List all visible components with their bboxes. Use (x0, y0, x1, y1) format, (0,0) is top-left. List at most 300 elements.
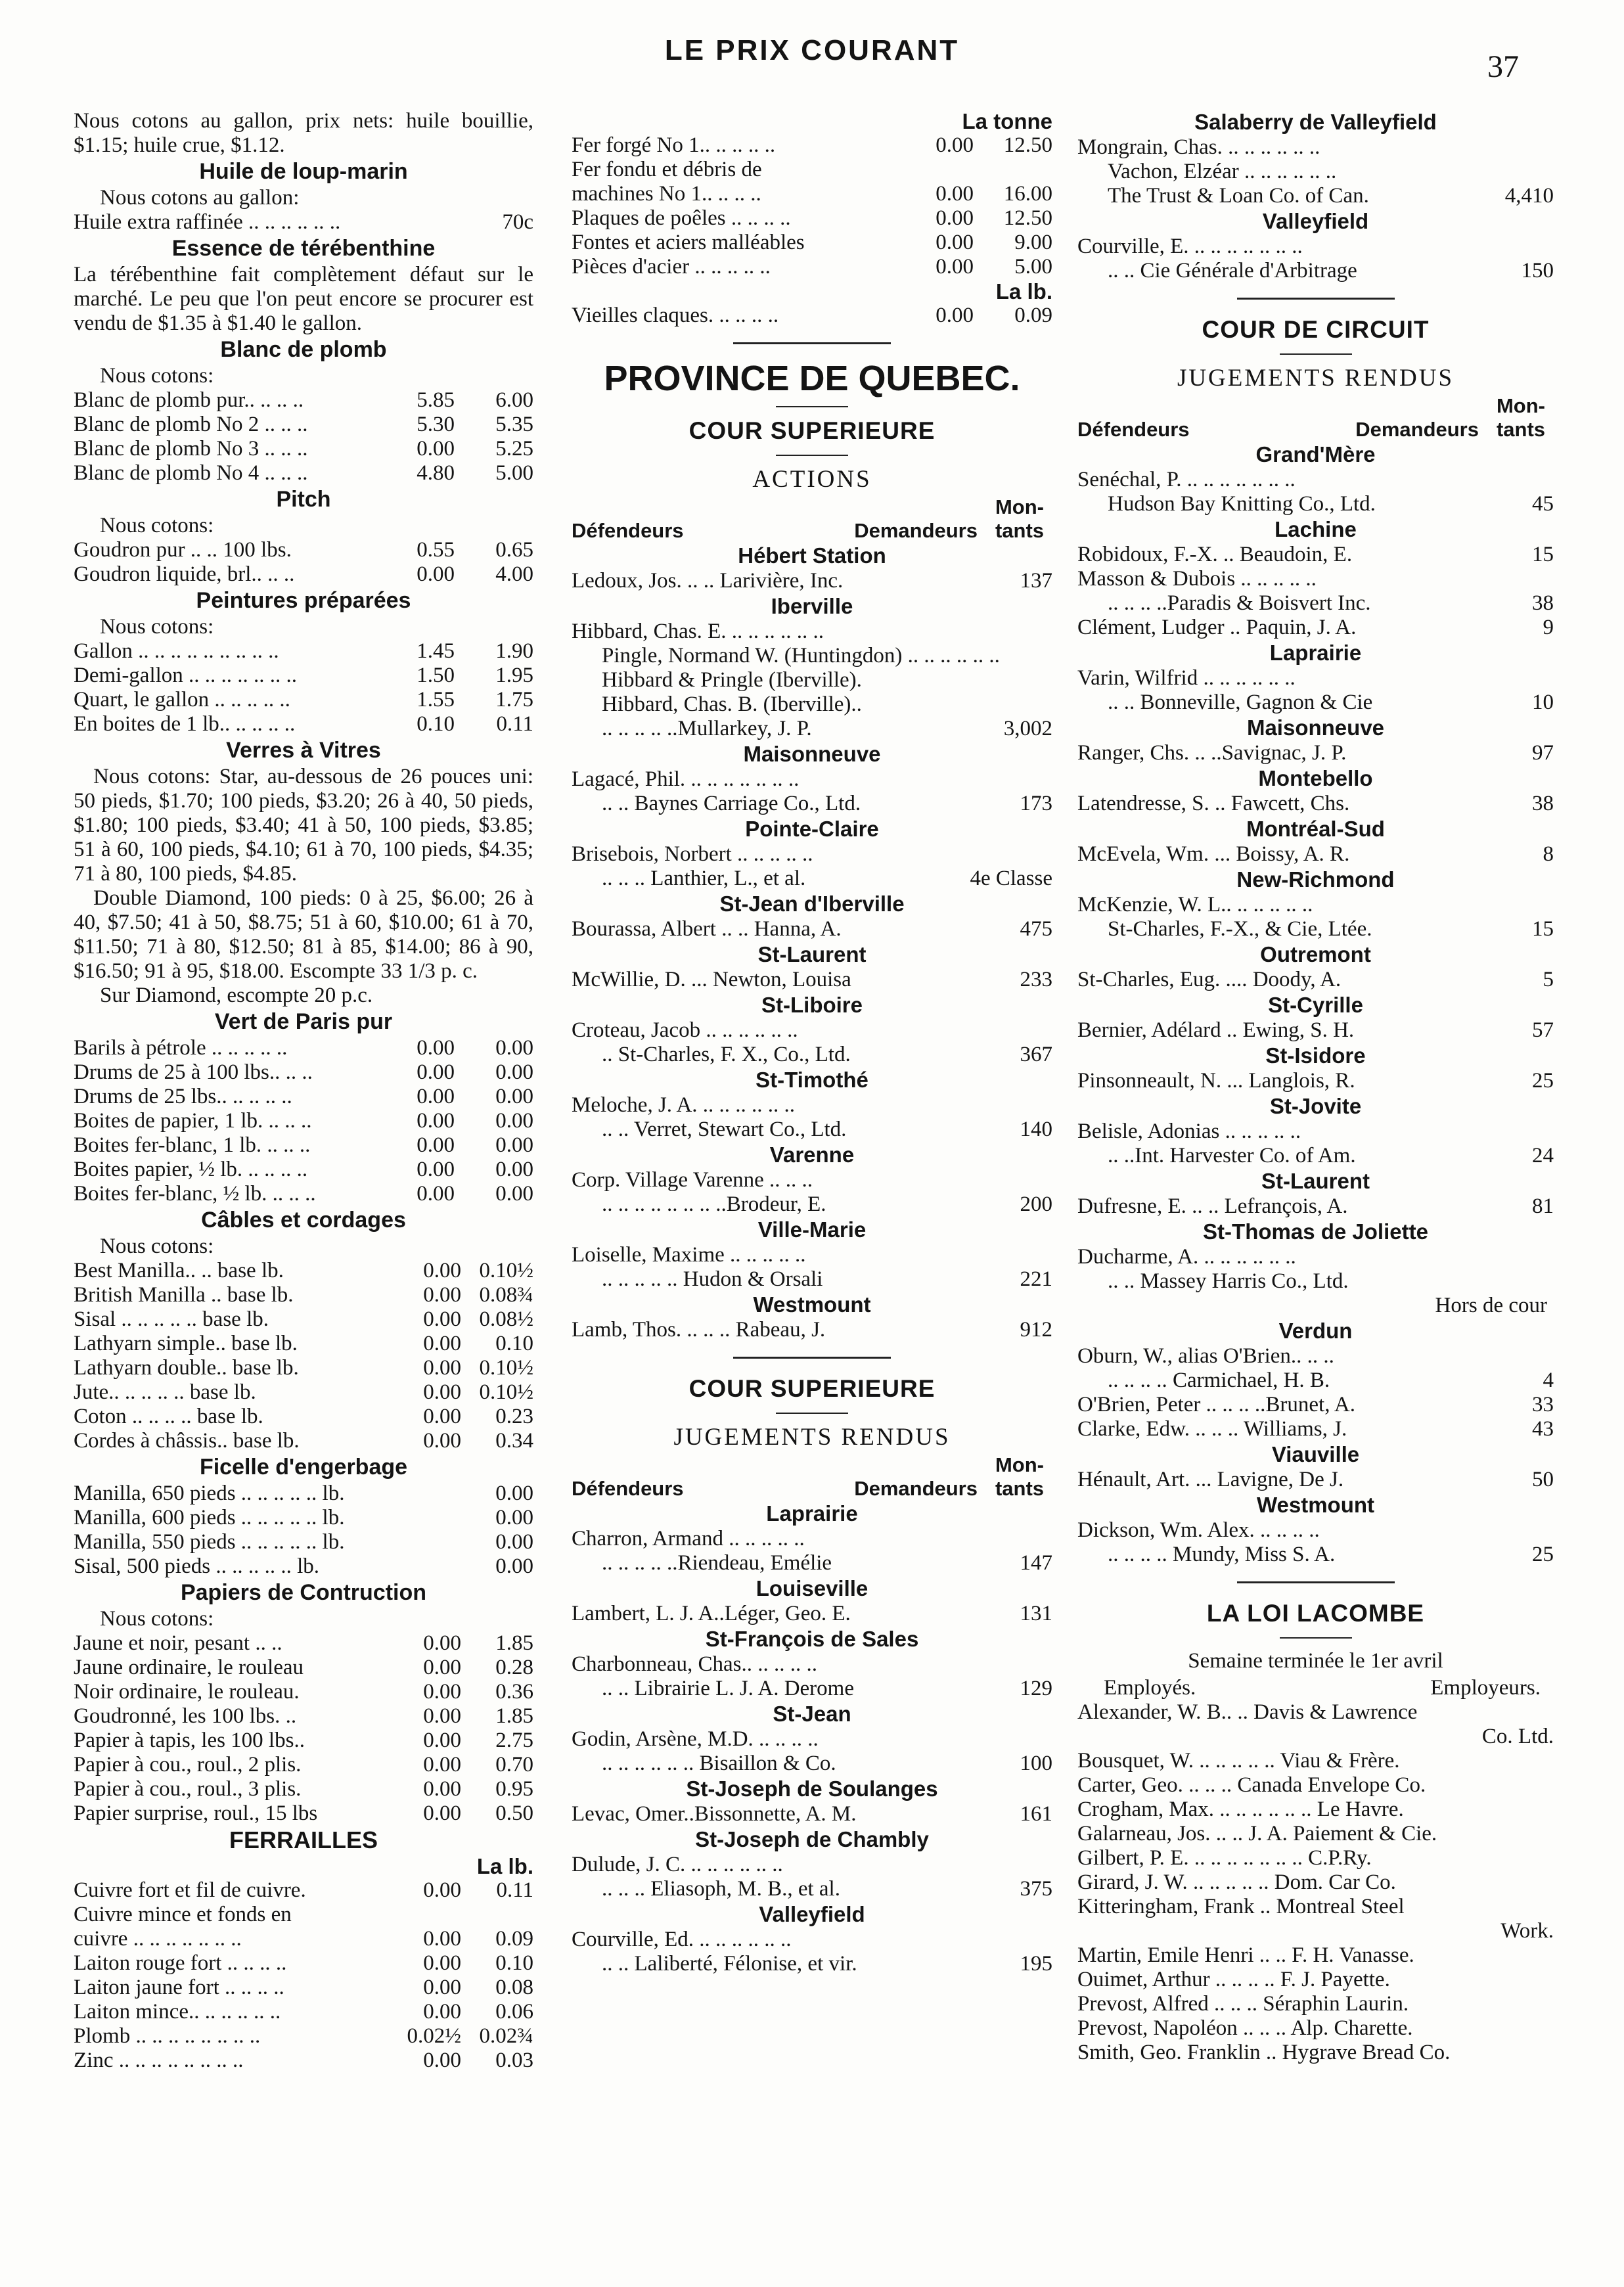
case-line: Lambert, L. J. A..Léger, Geo. E. (572, 1602, 851, 1625)
court-subtitle: ACTIONS (752, 466, 872, 493)
case-entry (1077, 1468, 1554, 1492)
place-heading: St-Isidore (1265, 1043, 1366, 1068)
price-value: 0.10 (417, 712, 455, 736)
case-amount: 5 (1543, 968, 1554, 991)
case-line: McEvela, Wm. ... Boissy, A. R. (1077, 842, 1350, 866)
price-label: Fer fondu et débris de (572, 158, 762, 181)
court-subtitle: JUGEMENTS RENDUS (1177, 365, 1455, 392)
price-label: Boites de papier, 1 lb. .. .. .. (74, 1109, 312, 1133)
price-value: 0.23 (495, 1405, 533, 1428)
court-list (572, 543, 1052, 1342)
place-heading: Verdun (1278, 1319, 1353, 1343)
page-number: 37 (1487, 49, 1519, 84)
price-label: Best Manilla.. .. base lb. (74, 1259, 284, 1282)
section-title: Huile de loup-marin (199, 159, 408, 184)
case-line: Robidoux, F.-X. .. Beaudoin, E. (1077, 543, 1353, 566)
price-label: Boites papier, ½ lb. .. .. .. .. (74, 1158, 308, 1181)
loi-row (1077, 1919, 1554, 1943)
price-value: 5.35 (495, 413, 533, 436)
price-value: 0.11 (496, 1878, 533, 1902)
case-line: .. .. .. Lanthier, L., et al. (602, 867, 806, 890)
case-line: McKenzie, W. L.. .. .. .. .. .. (1077, 893, 1313, 917)
case-line: .. ..Int. Harvester Co. of Am. (1108, 1144, 1356, 1167)
place-heading: Ville-Marie (757, 1217, 867, 1242)
case-amount: 3,002 (1003, 717, 1052, 740)
case-line: .. .. .. .. ..Mullarkey, J. P. (602, 717, 812, 740)
price-value: 1.75 (495, 688, 533, 712)
price-value: 0.00 (936, 206, 974, 230)
price-value: 0.08¾ (479, 1283, 533, 1307)
case-amount: 200 (1020, 1192, 1052, 1216)
price-label: Papier à cou., roul., 2 plis. (74, 1753, 302, 1777)
price-value: 0.03 (495, 2049, 533, 2072)
price-row (572, 133, 1052, 158)
section-title: Pitch (276, 487, 331, 512)
section-title: Ficelle d'engerbage (199, 1455, 408, 1480)
case-amount: 195 (1020, 1952, 1052, 1976)
divider (776, 406, 848, 407)
price-row (74, 1182, 533, 1206)
case-line: Pingle, Normand W. (Huntingdon) .. .. .. .. .. .. (602, 644, 1000, 668)
case-entry (1077, 741, 1554, 765)
case-entry (1077, 235, 1554, 283)
price-value: 1.50 (417, 664, 455, 687)
price-value: 1.85 (495, 1631, 533, 1655)
price-value: 0.00 (936, 231, 974, 254)
price-value: 5.00 (495, 461, 533, 485)
loi-employer: Work. (1500, 1919, 1554, 1943)
case-line: Godin, Arsène, M.D. .. .. .. .. (572, 1727, 819, 1751)
case-entry (1077, 893, 1554, 941)
price-value: 0.00 (417, 1085, 455, 1108)
price-table (74, 1482, 533, 1579)
place-heading: Viauville (1271, 1442, 1360, 1466)
place-heading: Lachine (1274, 517, 1357, 541)
price-value: 0.00 (417, 1182, 455, 1206)
price-value: 0.00 (423, 1951, 461, 1975)
place-heading: Maisonneuve (1246, 715, 1385, 740)
court-list (1077, 109, 1554, 283)
price-row (74, 1259, 533, 1283)
case-amount: 140 (1020, 1118, 1052, 1141)
price-label: Cuivre mince et fonds en (74, 1903, 292, 1926)
price-row (74, 2049, 533, 2073)
case-line: .. St-Charles, F. X., Co., Ltd. (602, 1043, 851, 1066)
loi-employee: Galarneau, Jos. .. .. J. A. Paiement & Cie. (1077, 1822, 1437, 1845)
loi-employer: Co. Ltd. (1481, 1725, 1554, 1748)
price-value: 1.95 (495, 664, 533, 687)
price-row (74, 712, 533, 736)
case-line: Brisebois, Norbert .. .. .. .. .. (572, 842, 813, 866)
case-amount: 131 (1020, 1602, 1052, 1625)
loi-row (1077, 1798, 1554, 1822)
loi-employee: Gilbert, P. E. .. .. .. .. .. .. .. C.P.Ry. (1077, 1846, 1372, 1870)
case-entry (572, 1318, 1052, 1342)
price-label: Sisal, 500 pieds .. .. .. .. .. lb. (74, 1554, 320, 1578)
price-value: 0.00 (936, 182, 974, 206)
case-entry (1077, 1245, 1554, 1294)
case-line: Dickson, Wm. Alex. .. .. .. .. (1077, 1518, 1320, 1542)
price-label: Jaune et noir, pesant .. .. (74, 1631, 282, 1655)
price-value: 0.02½ (407, 2024, 461, 2048)
price-value: 0.00 (423, 1801, 461, 1825)
unit-label: La lb. (476, 1854, 533, 1878)
price-value: 0.00 (495, 1036, 533, 1060)
loi-row (1077, 1870, 1554, 1895)
price-value: 0.00 (423, 1332, 461, 1355)
price-value: 0.00 (423, 1631, 461, 1655)
case-entry (1077, 468, 1554, 516)
case-line: .. .. Bonneville, Gagnon & Cie (1108, 691, 1373, 714)
case-amount: 150 (1521, 259, 1554, 283)
case-entry (1077, 1120, 1554, 1168)
price-row (74, 1777, 533, 1801)
price-label: Jute.. .. .. .. .. base lb. (74, 1380, 256, 1404)
price-row (74, 1753, 533, 1777)
price-row (74, 437, 533, 461)
price-value: 0.08 (495, 1976, 533, 1999)
price-label: machines No 1.. .. .. .. (572, 182, 761, 206)
section-title: FERRAILLES (229, 1826, 378, 1853)
price-label: Gallon .. .. .. .. .. .. .. .. .. (74, 639, 279, 663)
section-intro: Nous cotons: (100, 514, 214, 537)
price-table (74, 639, 533, 736)
price-value: 0.00 (495, 1530, 533, 1554)
unit-label: La tonne (962, 109, 1052, 133)
section-text: Sur Diamond, escompte 20 p.c. (100, 984, 373, 1007)
case-amount: 233 (1020, 968, 1052, 991)
case-entry (572, 1602, 1052, 1626)
price-row (572, 182, 1052, 206)
price-value: 0.00 (495, 1158, 533, 1181)
price-table (74, 1259, 533, 1453)
case-entry (572, 620, 1052, 741)
place-heading: New-Richmond (1236, 867, 1395, 892)
price-value: 6.00 (495, 388, 533, 412)
price-value: 4.00 (495, 562, 533, 586)
loi-list (1077, 1700, 1554, 2065)
case-line: .. .. Cie Générale d'Arbitrage (1108, 259, 1357, 283)
price-table (74, 388, 533, 486)
place-heading: St-Joseph de Chambly (695, 1827, 929, 1851)
price-value: 0.10½ (479, 1380, 533, 1404)
price-value: 0.00 (417, 1133, 455, 1157)
price-label: Quart, le gallon .. .. .. .. .. (74, 688, 290, 712)
court-title: COUR DE CIRCUIT (1202, 316, 1430, 343)
case-entry (572, 1243, 1052, 1292)
case-line: .. .. .. .. Mundy, Miss S. A. (1108, 1543, 1336, 1566)
price-value: 1.85 (495, 1704, 533, 1728)
place-heading: Laprairie (1269, 641, 1362, 665)
price-row (74, 461, 533, 486)
court-list (572, 1501, 1052, 1976)
case-entry (1077, 567, 1554, 616)
case-line: .. .. Massey Harris Co., Ltd. (1108, 1269, 1349, 1293)
price-row (74, 688, 533, 712)
price-value: 0.00 (417, 1036, 455, 1060)
case-entry (1077, 1417, 1554, 1441)
price-value: 4.80 (417, 461, 455, 485)
price-row (74, 1429, 533, 1453)
price-row (74, 388, 533, 413)
case-entry (572, 917, 1052, 941)
case-entry (1077, 842, 1554, 867)
loi-employee (1077, 1919, 1500, 1943)
loi-row (1077, 1725, 1554, 1749)
loi-employee: Alexander, W. B.. .. Davis & Lawrence (1077, 1700, 1418, 1724)
province-title: PROVINCE DE QUEBEC. (604, 359, 1020, 398)
case-entry (1077, 135, 1554, 208)
case-entry (1077, 1018, 1554, 1043)
price-value: 5.25 (495, 437, 533, 461)
case-line: Charbonneau, Chas.. .. .. .. .. (572, 1652, 817, 1676)
price-row (74, 1951, 533, 1976)
case-line: Charron, Armand .. .. .. .. .. (572, 1527, 805, 1551)
case-entry (572, 1093, 1052, 1142)
price-value: 0.00 (495, 1506, 533, 1529)
price-value: 0.36 (495, 1680, 533, 1704)
case-line: Croteau, Jacob .. .. .. .. .. .. (572, 1018, 798, 1042)
place-heading: St-Jovite (1269, 1094, 1362, 1118)
place-heading: Hébert Station (738, 543, 886, 568)
loi-week: Semaine terminée le 1er avril (1188, 1649, 1443, 1673)
case-amount: 25 (1532, 1069, 1554, 1093)
price-row (572, 206, 1052, 231)
price-label: Plaques de poêles .. .. .. .. (572, 206, 791, 230)
loi-employee: Crogham, Max. .. .. .. .. .. .. Le Havre. (1077, 1798, 1404, 1821)
price-value: 0.00 (423, 1777, 461, 1801)
loi-row (1077, 1773, 1554, 1798)
case-line: Ranger, Chs. .. ..Savignac, J. P. (1077, 741, 1347, 765)
section-intro: Nous cotons au gallon: (100, 186, 300, 210)
divider (776, 455, 848, 456)
price-label: Fer forgé No 1.. .. .. .. .. (572, 133, 776, 157)
price-value: 12.50 (1003, 206, 1052, 230)
court-list (1077, 442, 1554, 1294)
case-amount: 38 (1532, 792, 1554, 815)
price-row (74, 1903, 533, 1927)
price-label: Noir ordinaire, le rouleau. (74, 1680, 300, 1704)
case-line: .. .. .. .. .. .. Bisaillon & Co. (602, 1752, 836, 1775)
price-value: 0.11 (496, 712, 533, 736)
case-line: Hibbard, Chas. B. (Iberville).. (602, 692, 862, 716)
case-amount: 50 (1532, 1468, 1554, 1491)
case-entry (1077, 792, 1554, 816)
loi-employee: Prevost, Alfred .. .. .. Séraphin Laurin. (1077, 1992, 1409, 2016)
case-amount: 375 (1020, 1877, 1052, 1901)
case-line: Courville, E. .. .. .. .. .. .. .. (1077, 235, 1303, 258)
loi-employee: Martin, Emile Henri .. .. F. H. Vanasse. (1077, 1943, 1414, 1967)
place-heading: St-Cyrille (1268, 993, 1363, 1017)
price-value: 0.00 (495, 1182, 533, 1206)
place-heading: St-Jean (773, 1702, 851, 1726)
price-value: 0.00 (423, 1429, 461, 1453)
case-line: Masson & Dubois .. .. .. .. .. (1077, 567, 1317, 591)
price-row (74, 664, 533, 688)
case-line: Belisle, Adonias .. .. .. .. .. (1077, 1120, 1301, 1143)
case-entry (572, 1727, 1052, 1776)
price-value: 0.50 (495, 1801, 533, 1825)
loi-row (1077, 2016, 1554, 2041)
huile-intro: Nous cotons au gallon, prix nets: huile bouillie, $1.15; huile crue, $1.12. (74, 109, 533, 157)
place-heading: Montréal-Sud (1246, 817, 1385, 841)
price-label: Boites fer-blanc, 1 lb. .. .. .. (74, 1133, 311, 1157)
column-headers: Défendeurs Demandeurs Mon- tants (572, 1453, 1045, 1500)
court-title: COUR SUPERIEURE (688, 1375, 936, 1402)
price-value: 0.00 (423, 1927, 461, 1951)
hors-de-cour: Hors de cour (1435, 1294, 1547, 1317)
case-line: Hibbard & Pringle (Iberville). (602, 668, 862, 692)
price-value: 5.30 (417, 413, 455, 436)
case-line: McWillie, D. ... Newton, Louisa (572, 968, 851, 991)
loi-employee: Girard, J. W. .. .. .. .. .. Dom. Car Co. (1077, 1870, 1396, 1894)
price-label: Lathyarn simple.. base lb. (74, 1332, 298, 1355)
price-row (74, 1133, 533, 1158)
price-label: Cordes à châssis.. base lb. (74, 1429, 300, 1453)
price-row (74, 1729, 533, 1753)
divider (1237, 298, 1395, 300)
price-label: Demi-gallon .. .. .. .. .. .. .. (74, 664, 298, 687)
price-value: 12.50 (1003, 133, 1052, 157)
price-row (572, 231, 1052, 255)
price-value: 16.00 (1003, 182, 1052, 206)
price-label: Blanc de plomb No 2 .. .. .. (74, 413, 308, 436)
loi-row (1077, 1968, 1554, 1992)
price-row (572, 158, 1052, 182)
case-amount: 4,410 (1504, 184, 1554, 208)
price-label: Pièces d'acier .. .. .. .. .. (572, 255, 771, 279)
case-line: Hibbard, Chas. E. .. .. .. .. .. .. (572, 620, 824, 643)
price-value: 0.00 (423, 1680, 461, 1704)
price-value: 1.45 (417, 639, 455, 663)
price-value: 0.00 (423, 2000, 461, 2024)
divider (733, 1357, 891, 1359)
price-value: 0.00 (417, 437, 455, 461)
case-amount: 43 (1532, 1417, 1554, 1441)
case-line: Dulude, J. C. .. .. .. .. .. .. (572, 1853, 783, 1876)
price-value: 0.95 (495, 1777, 533, 1801)
price-label: Papier à cou., roul., 3 plis. (74, 1777, 302, 1801)
case-line: St-Charles, F.-X., & Cie, Ltée. (1108, 917, 1372, 941)
case-line: Latendresse, S. .. Fawcett, Chs. (1077, 792, 1350, 815)
price-value: 0.02¾ (479, 2024, 533, 2048)
price-label: Manilla, 600 pieds .. .. .. .. .. lb. (74, 1506, 345, 1529)
divider (1280, 353, 1352, 355)
price-row: Huile extra raffinée .. .. .. .. .. .. 70c (74, 210, 533, 234)
loi-row (1077, 1846, 1554, 1870)
case-line: .. .. .. .. .. Hudon & Orsali (602, 1267, 823, 1291)
price-value: 5.85 (417, 388, 455, 412)
case-entry (1077, 1344, 1554, 1393)
case-line: Bourassa, Albert .. .. Hanna, A. (572, 917, 842, 941)
price-value: 0.00 (423, 2049, 461, 2072)
place-heading: St-Joseph de Soulanges (686, 1777, 938, 1801)
column-headers: Défendeurs Demandeurs Mon- tants (572, 495, 1045, 542)
price-label: cuivre .. .. .. .. .. .. .. (74, 1927, 242, 1951)
case-amount: 15 (1532, 917, 1554, 941)
price-table (572, 133, 1052, 279)
case-line: Ducharme, A. .. .. .. .. .. .. (1077, 1245, 1296, 1269)
price-label: British Manilla .. base lb. (74, 1283, 294, 1307)
price-row (74, 1554, 533, 1579)
price-label: Blanc de plomb No 3 .. .. .. (74, 437, 308, 461)
price-value: 0.34 (495, 1429, 533, 1453)
section-intro: Nous cotons: (100, 615, 214, 639)
case-line: Clément, Ludger .. Paquin, J. A. (1077, 616, 1357, 639)
case-line: O'Brien, Peter .. .. .. ..Brunet, A. (1077, 1393, 1355, 1416)
section-intro: Nous cotons: (100, 364, 214, 388)
price-label: Goudronné, les 100 lbs. .. (74, 1704, 297, 1728)
price-row (74, 1927, 533, 1951)
price-row (74, 1704, 533, 1729)
price-row (74, 1036, 533, 1060)
case-entry (572, 1168, 1052, 1217)
case-line: Corp. Village Varenne .. .. .. (572, 1168, 813, 1192)
loi-title: LA LOI LACOMBE (1206, 1600, 1425, 1627)
case-amount: 10 (1532, 691, 1554, 714)
price-row (74, 2000, 533, 2024)
place-heading: St-Timothé (756, 1068, 868, 1092)
price-label: Papier surprise, roul., 15 lbs (74, 1801, 318, 1825)
case-amount: 912 (1020, 1318, 1052, 1342)
page-header-title: LE PRIX COURANT (664, 34, 960, 66)
price-row (74, 1283, 533, 1307)
column-circuit (1077, 109, 1554, 2065)
place-heading: Valleyfield (759, 1902, 865, 1926)
section-title: Vert de Paris pur (214, 1009, 393, 1034)
price-row (74, 1482, 533, 1506)
case-entry (572, 1928, 1052, 1976)
place-heading: Pointe-Claire (745, 817, 879, 841)
price-row (74, 639, 533, 664)
price-value: 0.00 (423, 1656, 461, 1679)
price-value: 0.00 (423, 1259, 461, 1282)
case-entry (572, 842, 1052, 891)
divider (1280, 1637, 1352, 1639)
price-row (74, 1109, 533, 1133)
price-label: Fontes et aciers malléables (572, 231, 805, 254)
price-label: Zinc .. .. .. .. .. .. .. .. (74, 2049, 244, 2072)
place-heading: St-Laurent (1261, 1169, 1370, 1193)
case-amount: 173 (1020, 792, 1052, 815)
price-label: Lathyarn double.. base lb. (74, 1356, 299, 1380)
place-heading: Laprairie (766, 1501, 858, 1526)
place-heading: Iberville (771, 594, 853, 618)
case-amount: 367 (1020, 1043, 1052, 1066)
case-entry (572, 1527, 1052, 1575)
court-list (1077, 1318, 1554, 1567)
price-table (74, 1631, 533, 1826)
section-title: Blanc de plomb (220, 337, 387, 362)
case-amount: 475 (1020, 917, 1052, 941)
price-row (74, 1506, 533, 1530)
case-amount: 4 (1543, 1369, 1554, 1392)
price-value: 0.70 (495, 1753, 533, 1777)
price-value: 0.10½ (479, 1259, 533, 1282)
price-value: 0.00 (423, 1976, 461, 1999)
price-row (74, 1976, 533, 2000)
price-label: Drums de 25 à 100 lbs.. .. .. (74, 1060, 313, 1084)
price-row (74, 1878, 533, 1903)
case-entry (1077, 1194, 1554, 1219)
loi-employee: Smith, Geo. Franklin .. Hygrave Bread Co. (1077, 2041, 1451, 2064)
price-row (74, 1680, 533, 1704)
place-heading: Maisonneuve (743, 742, 881, 766)
price-value: 0.00 (495, 1085, 533, 1108)
loi-headers: Employés. Employeurs. (1104, 1676, 1541, 1700)
case-line: Varin, Wilfrid .. .. .. .. .. .. (1077, 666, 1296, 690)
column-courts (572, 109, 1052, 1976)
